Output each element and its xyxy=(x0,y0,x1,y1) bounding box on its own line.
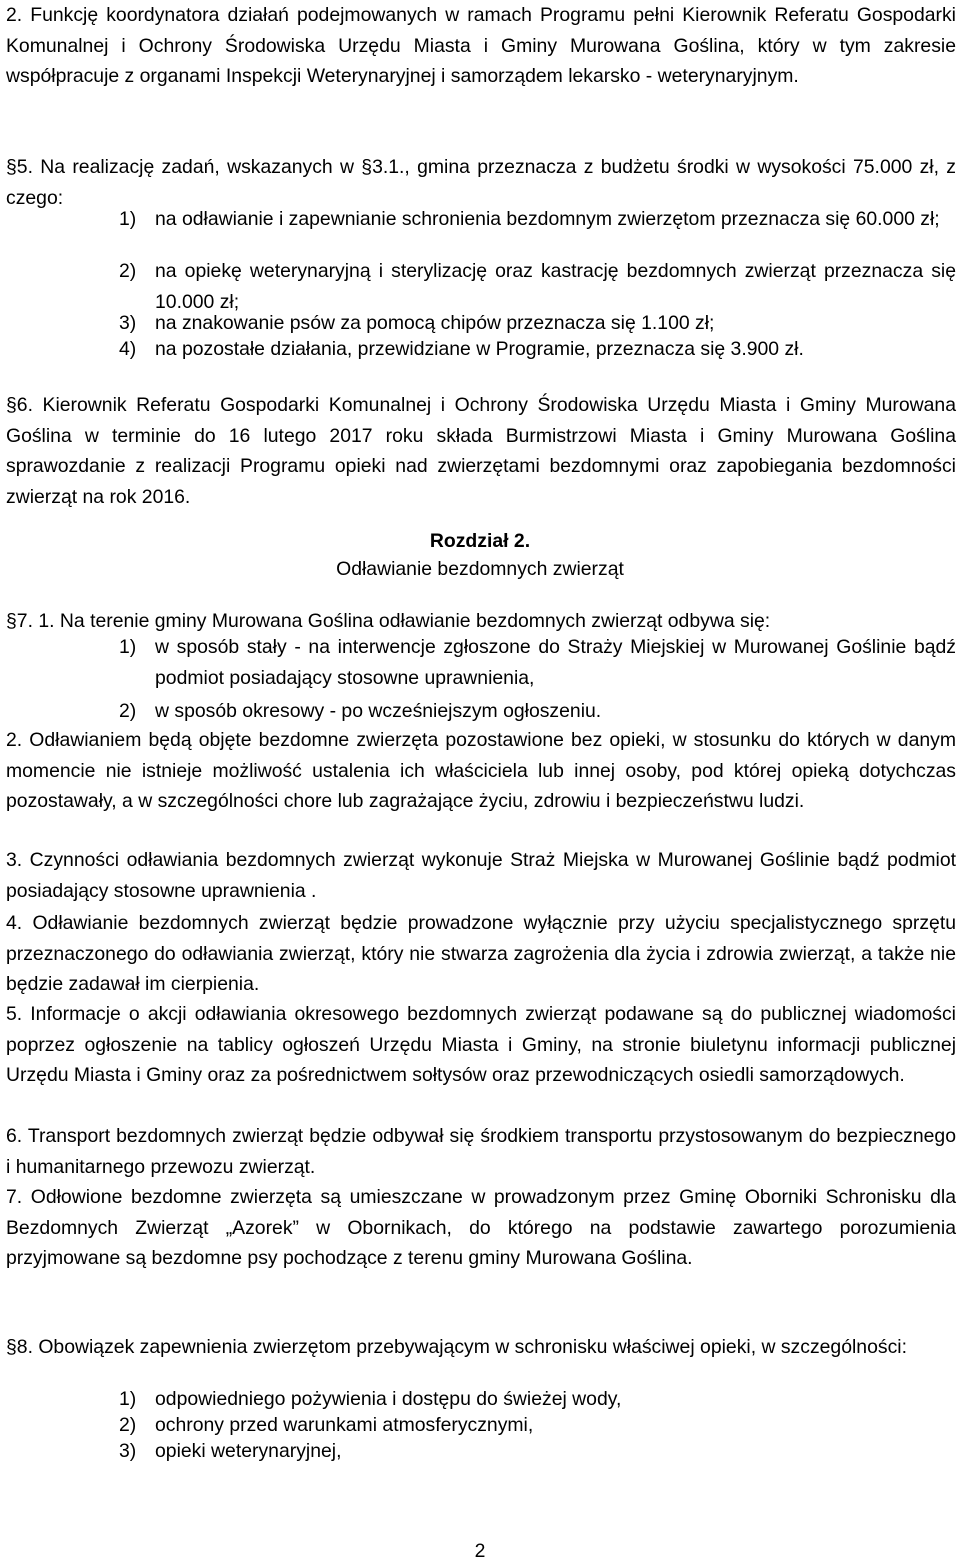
s5-item-1-number: 1) xyxy=(119,208,137,230)
section-7-paragraph-4: 4. Odławianie bezdomnych zwierząt będzie prowadzone wyłącznie przy użyciu specjalistycznego sprzętu przeznaczonego do odławiania zwierząt, który nie stwarza zagrożenia dla życia i zdrowia zwierząt, a także nie będzie zadawał im cierpienia. xyxy=(6,912,956,995)
section-6: §6. Kierownik Referatu Gospodarki Komunalnej i Ochrony Środowiska Urzędu Miasta i Gminy Murowana Goślina w terminie do 16 lutego 2017 roku składa Burmistrzowi Miasta i Gminy Murowana Goślina sprawozdanie z realizacji Programu opieki nad zwierzętami bezdomnymi oraz zapobiegania bezdomności zwierząt na rok 2016. xyxy=(6,394,956,508)
s8-item-2-text: ochrony przed warunkami atmosferycznymi, xyxy=(155,1414,534,1436)
section-7-paragraph-5: 5. Informacje o akcji odławiania okresowego bezdomnych zwierząt podawane są do publicznej wiadomości poprzez ogłoszenie na tablicy ogłoszeń Urzędu Miasta i Gminy, na stronie biuletynu informacji publicznej Urzędu Miasta i Gminy oraz za pośrednictwem sołtysów oraz przewodniczących osiedli samorządowych. xyxy=(6,1003,956,1086)
s5-item-4-text: na pozostałe działania, przewidziane w Programie, przeznacza się 3.900 zł. xyxy=(155,338,804,360)
s5-item-2-text: na opiekę weterynaryjną i sterylizację oraz kastrację bezdomnych zwierząt przeznacza się 10.000 zł; xyxy=(155,260,956,313)
s5-item-2-number: 2) xyxy=(119,260,137,282)
paragraph-2: 2. Funkcję koordynatora działań podejmowanych w ramach Programu pełni Kierownik Referatu Gospodarki Komunalnej i Ochrony Środowiska Urzędu Miasta i Gminy Murowana Goślina, który w tym zakresie współpracuje z organami Inspekcji Weterynaryjnej i samorządem lekarsko - weterynaryjnym. xyxy=(6,4,956,87)
s8-item-3-text: opieki weterynaryjnej, xyxy=(155,1440,342,1462)
s7-item-1-text: w sposób stały - na interwencje zgłoszone do Straży Miejskiej w Murowanej Goślinie bądź podmiot posiadający stosowne uprawnienia, xyxy=(155,636,956,689)
s7-item-2-number: 2) xyxy=(119,700,137,722)
chapter-title: Odławianie bezdomnych zwierząt xyxy=(336,558,624,580)
section-7-paragraph-2: 2. Odławianiem będą objęte bezdomne zwierzęta pozostawione bez opieki, w stosunku do których w danym momencie nie istnieje możliwość ustalenia ich właściciela lub innej osoby, pod której opieką dotychczas pozostawały, a w szczególności chore lub zagrażające życiu, zdrowiu i bezpieczeństwu ludzi. xyxy=(6,729,956,812)
s8-item-3-number: 3) xyxy=(119,1440,137,1462)
section-7-paragraph-7: 7. Odłowione bezdomne zwierzęta są umieszczane w prowadzonym przez Gminę Oborniki Schronisku dla Bezdomnych Zwierząt „Azorek” w Obornikach, do którego na podstawie zawartego porozumienia przyjmowane są bezdomne psy pochodzące z terenu gminy Murowana Goślina. xyxy=(6,1186,956,1269)
s7-item-1-number: 1) xyxy=(119,636,137,658)
s8-item-1-number: 1) xyxy=(119,1388,137,1410)
s8-item-2-number: 2) xyxy=(119,1414,137,1436)
section-7-paragraph-3: 3. Czynności odławiania bezdomnych zwierząt wykonuje Straż Miejska w Murowanej Goślinie bądź podmiot posiadający stosowne uprawnienia . xyxy=(6,849,956,902)
s5-item-4-number: 4) xyxy=(119,338,137,360)
section-8-intro: §8. Obowiązek zapewnienia zwierzętom przebywającym w schronisku właściwej opieki, w szczególności: xyxy=(6,1336,907,1358)
section-5-intro: §5. Na realizację zadań, wskazanych w §3.1., gmina przeznacza z budżetu środki w wysokości 75.000 zł, z czego: xyxy=(6,156,956,209)
page-number: 2 xyxy=(474,1540,486,1562)
s5-item-1-text: na odławianie i zapewnianie schronienia bezdomnym zwierzętom przeznacza się 60.000 zł; xyxy=(155,208,940,230)
s7-item-2-text: w sposób okresowy - po wcześniejszym ogłoszeniu. xyxy=(155,700,602,722)
section-7-paragraph-1: §7. 1. Na terenie gminy Murowana Goślina odławianie bezdomnych zwierząt odbywa się: xyxy=(6,610,771,632)
s8-item-1-text: odpowiedniego pożywienia i dostępu do świeżej wody, xyxy=(155,1388,622,1410)
s5-item-3-number: 3) xyxy=(119,312,137,334)
s5-item-3-text: na znakowanie psów za pomocą chipów przeznacza się 1.100 zł; xyxy=(155,312,715,334)
chapter-number: Rozdział 2. xyxy=(429,530,531,552)
section-7-paragraph-6: 6. Transport bezdomnych zwierząt będzie odbywał się środkiem transportu przystosowanym do bezpiecznego i humanitarnego przewozu zwierząt. xyxy=(6,1125,956,1178)
